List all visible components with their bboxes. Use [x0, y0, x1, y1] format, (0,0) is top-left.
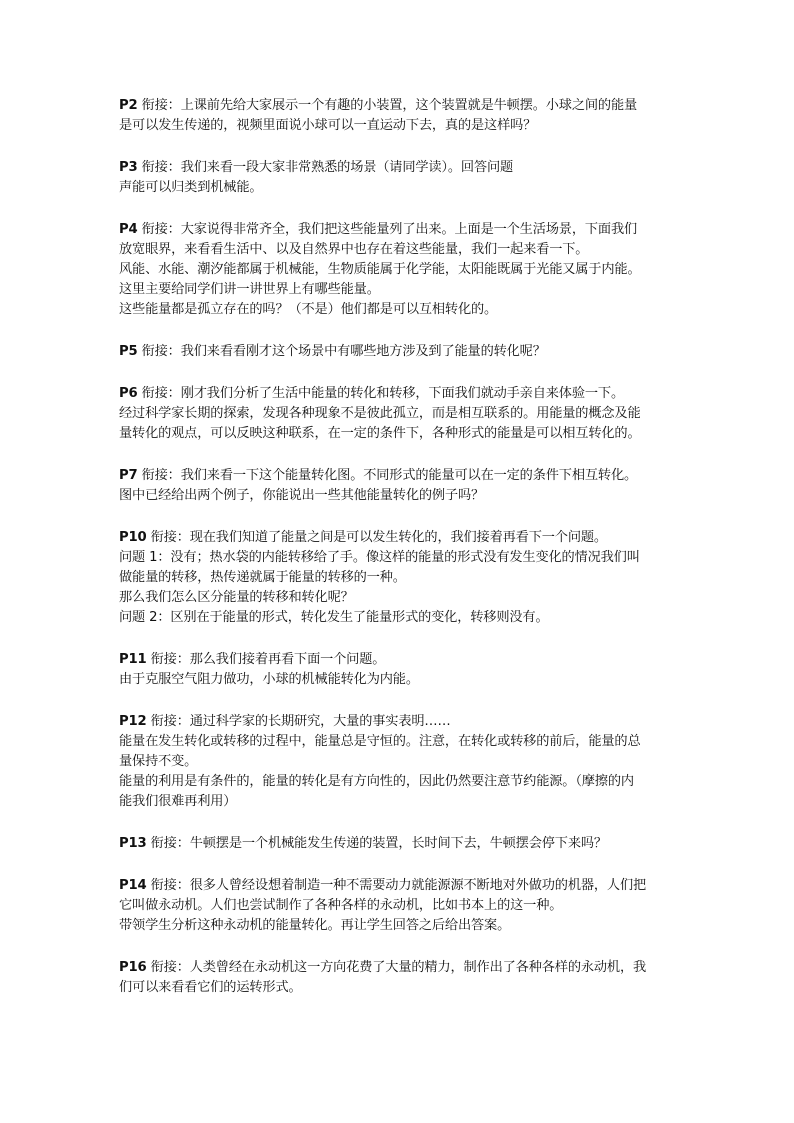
text-line	[119, 752, 691, 772]
slide-tag: P6	[119, 386, 138, 401]
text-line	[119, 384, 691, 404]
line-text: 能量的利用是有条件的，能量的转化是有方向性的，因此仍然要注意节约能源。（摩擦的内	[119, 774, 634, 789]
line-text: 经过科学家长期的探索，发现各种现象不是彼此孤立，而是相互联系的。用能量的概念及能	[119, 406, 641, 421]
line-text: 衔接：我们来看看刚才这个场景中有哪些地方涉及到了能量的转化呢？	[141, 344, 546, 359]
line-text: 衔接：我们来看一段大家非常熟悉的场景（请同学读）。回答问题	[141, 160, 514, 175]
text-line	[119, 978, 691, 998]
slide-tag: P13	[119, 836, 147, 851]
line-text: 衔接：那么我们接着再看下面一个问题。	[150, 652, 386, 667]
slide-tag: P10	[119, 530, 147, 545]
line-text: 量保持不变。	[119, 754, 198, 769]
text-line	[119, 240, 691, 260]
text-line	[119, 424, 691, 444]
line-text: 问题 2：区别在于能量的形式，转化发生了能量形式的变化，转移则没有。	[119, 610, 549, 625]
slide-tag: P14	[119, 878, 147, 893]
text-line	[119, 896, 691, 916]
text-line	[119, 342, 691, 362]
line-text: 这些能量都是孤立存在的吗？（不是）他们都是可以互相转化的。	[119, 302, 498, 317]
text-line	[119, 916, 691, 936]
slide-tag: P11	[119, 652, 147, 667]
line-text: 衔接：很多人曾经设想着制造一种不需要动力就能源源不断地对外做功的机器，人们把	[150, 878, 647, 893]
paragraph-p5	[119, 342, 691, 362]
text-line	[119, 650, 691, 670]
paragraph-p11	[119, 650, 691, 690]
line-text: 衔接：刚才我们分析了生活中能量的转化和转移，下面我们就动手亲自来体验一下。	[141, 386, 624, 401]
text-line	[119, 220, 691, 240]
line-text: 是可以发生传递的，视频里面说小球可以一直运动下去，真的是这样吗？	[119, 118, 537, 133]
line-text: 衔接：我们来看一下这个能量转化图。不同形式的能量可以在一定的条件下相互转化。	[141, 468, 638, 483]
line-text: 们可以来看看它们的运转形式。	[119, 980, 302, 995]
text-line	[119, 466, 691, 486]
text-line	[119, 876, 691, 896]
paragraph-p12	[119, 712, 691, 812]
line-text: 声能可以归类到机械能。	[119, 180, 263, 195]
text-line	[119, 158, 691, 178]
paragraph-p14	[119, 876, 691, 936]
line-text: 能量在发生转化或转移的过程中，能量总是守恒的。注意，在转化或转移的前后，能量的总	[119, 734, 641, 749]
line-text: 衔接：通过科学家的长期研究，大量的事实表明……	[150, 714, 451, 729]
paragraph-p3	[119, 158, 691, 198]
slide-tag: P2	[119, 98, 138, 113]
line-text: 带领学生分析这种永动机的能量转化。再让学生回答之后给出答案。	[119, 918, 511, 933]
line-text: 衔接：牛顿摆是一个机械能发生传递的装置，长时间下去，牛顿摆会停下来吗？	[150, 836, 607, 851]
text-line	[119, 260, 691, 280]
text-line	[119, 300, 691, 320]
line-text: 衔接：大家说得非常齐全，我们把这些能量列了出来。上面是一个生活场景，下面我们	[141, 222, 638, 237]
paragraph-p10	[119, 528, 691, 628]
line-text: 衔接：现在我们知道了能量之间是可以发生转化的，我们接着再看下一个问题。	[150, 530, 607, 545]
line-text: 图中已经给出两个例子，你能说出一些其他能量转化的例子吗？	[119, 488, 485, 503]
text-line	[119, 772, 691, 792]
paragraph-p4	[119, 220, 691, 320]
text-line	[119, 712, 691, 732]
text-line	[119, 528, 691, 548]
line-text: 放宽眼界，来看看生活中、以及自然界中也存在着这些能量，我们一起来看一下。	[119, 242, 589, 257]
paragraph-p6	[119, 384, 691, 444]
paragraph-p2	[119, 96, 691, 136]
line-text: 量转化的观点，可以反映这种联系，在一定的条件下，各种形式的能量是可以相互转化的。	[119, 426, 641, 441]
text-line	[119, 486, 691, 506]
line-text: 风能、水能、潮汐能都属于机械能，生物质能属于化学能，太阳能既属于光能又属于内能。	[119, 262, 641, 277]
paragraph-p16	[119, 958, 691, 998]
line-text: 衔接：人类曾经在永动机这一方向花费了大量的精力，制作出了各种各样的永动机，我	[150, 960, 647, 975]
line-text: 由于克服空气阻力做功，小球的机械能转化为内能。	[119, 672, 419, 687]
text-line	[119, 608, 691, 628]
slide-tag: P4	[119, 222, 138, 237]
slide-tag: P7	[119, 468, 138, 483]
line-text: 做能量的转移，热传递就属于能量的转移的一种。	[119, 570, 406, 585]
line-text: 能我们很难再利用）	[119, 794, 237, 809]
document-page	[119, 96, 691, 1020]
text-line	[119, 280, 691, 300]
text-line	[119, 588, 691, 608]
text-line	[119, 548, 691, 568]
text-line	[119, 670, 691, 690]
text-line	[119, 96, 691, 116]
line-text: 那么我们怎么区分能量的转移和转化呢？	[119, 590, 354, 605]
line-text: 这里主要给同学们讲一讲世界上有哪些能量。	[119, 282, 380, 297]
slide-tag: P3	[119, 160, 138, 175]
text-line	[119, 792, 691, 812]
text-line	[119, 116, 691, 136]
text-line	[119, 178, 691, 198]
text-line	[119, 404, 691, 424]
paragraph-p13	[119, 834, 691, 854]
slide-tag: P16	[119, 960, 147, 975]
line-text: 问题 1：没有；热水袋的内能转移给了手。像这样的能量的形式没有发生变化的情况我们叫	[119, 550, 640, 565]
text-line	[119, 834, 691, 854]
text-line	[119, 732, 691, 752]
paragraph-p7	[119, 466, 691, 506]
slide-tag: P5	[119, 344, 138, 359]
line-text: 它叫做永动机。人们也尝试制作了各种各样的永动机，比如书本上的这一种。	[119, 898, 563, 913]
text-line	[119, 958, 691, 978]
line-text: 衔接：上课前先给大家展示一个有趣的小装置，这个装置就是牛顿摆。小球之间的能量	[141, 98, 638, 113]
text-line	[119, 568, 691, 588]
slide-tag: P12	[119, 714, 147, 729]
